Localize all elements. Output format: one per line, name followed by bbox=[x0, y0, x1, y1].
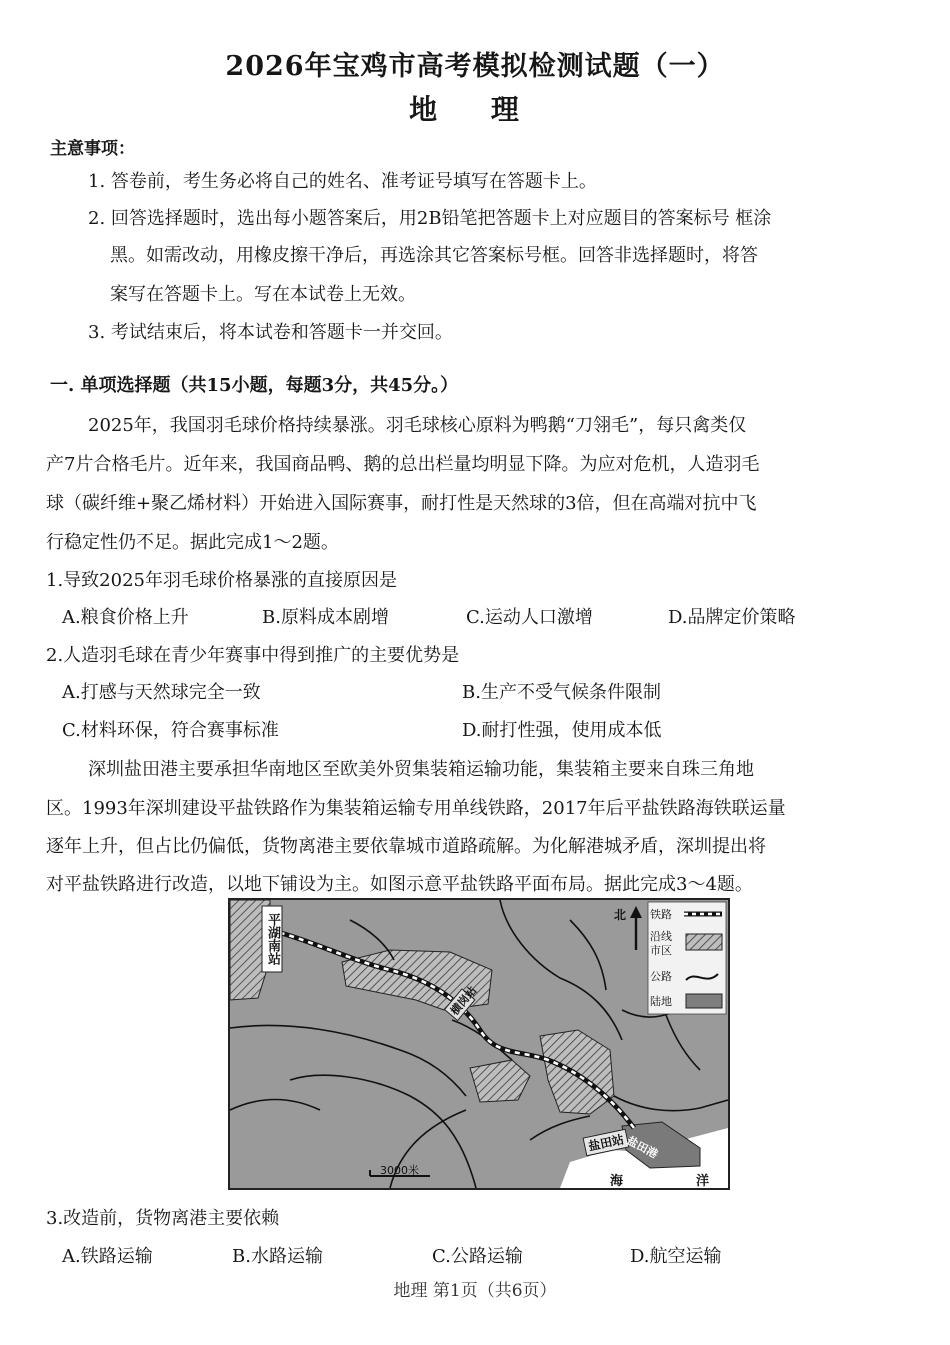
section-heading: 一. 单项选择题（共15小题，每题3分，共45分。） bbox=[50, 375, 459, 396]
q2-option-c[interactable]: C.材料环保，符合赛事标准 bbox=[62, 720, 279, 741]
q3-option-c[interactable]: C.公路运输 bbox=[432, 1246, 523, 1267]
notice-line-1: 1. 答卷前，考生务必将自己的姓名、准考证号填写在答题卡上。 bbox=[88, 171, 597, 192]
north-label: 北 bbox=[614, 908, 627, 922]
passage1-line-2: 产7片合格毛片。近年来，我国商品鸭、鹅的总出栏量均明显下降。为应对危机，人造羽毛 bbox=[46, 454, 760, 475]
subject-title: 地 理 bbox=[409, 93, 541, 126]
passage1-line-4: 行稳定性仍不足。据此完成1～2题。 bbox=[46, 532, 339, 553]
sea-label-right: 洋 bbox=[696, 1174, 710, 1189]
passage2-line-3: 逐年上升，但占比仍偏低，货物离港主要依靠城市道路疏解。为化解港城矛盾，深圳提出将 bbox=[46, 836, 766, 857]
passage1-line-3: 球（碳纤维+聚乙烯材料）开始进入国际赛事，耐打性是天然球的3倍，但在高端对抗中飞 bbox=[46, 493, 757, 514]
exam-title: 2026年宝鸡市高考模拟检测试题（一） bbox=[225, 51, 725, 82]
passage2-line-2: 区。1993年深圳建设平盐铁路作为集装箱运输专用单线铁路，2017年后平盐铁路海铁联运量 bbox=[46, 798, 786, 819]
passage2-line-4: 对平盐铁路进行改造，以地下铺设为主。如图示意平盐铁路平面布局。据此完成3～4题。 bbox=[46, 874, 753, 895]
passage2-line-1: 深圳盐田港主要承担华南地区至欧美外贸集装箱运输功能，集装箱主要来自珠三角地 bbox=[88, 759, 754, 780]
q2-option-a[interactable]: A.打感与天然球完全一致 bbox=[62, 682, 261, 703]
sea-label-left: 海 bbox=[610, 1174, 624, 1189]
legend-land: 陆地 bbox=[650, 995, 672, 1008]
q1-option-a[interactable]: A.粮食价格上升 bbox=[62, 607, 189, 628]
notice-line-5: 3. 考试结束后，将本试卷和答题卡一并交回。 bbox=[88, 322, 453, 343]
q1-option-d[interactable]: D.品牌定价策略 bbox=[668, 607, 796, 628]
q1-option-c[interactable]: C.运动人口激增 bbox=[466, 607, 593, 628]
station-pinghu: 平湖南站 bbox=[265, 913, 280, 965]
notice-line-2: 2. 回答选择题时，选出每小题答案后，用2B铅笔把答题卡上对应题目的答案标号 框涂 bbox=[88, 208, 772, 229]
q3-option-d[interactable]: D.航空运输 bbox=[630, 1246, 722, 1267]
railway-map bbox=[228, 898, 730, 1190]
scale-label: 3000米 bbox=[380, 1164, 419, 1177]
legend-road: 公路 bbox=[650, 970, 672, 983]
legend-urban: 沿线市区 bbox=[650, 930, 672, 957]
legend-railway: 铁路 bbox=[650, 908, 672, 921]
station-henggang: 横岗站 bbox=[444, 988, 476, 1021]
q3-option-b[interactable]: B.水路运输 bbox=[232, 1246, 323, 1267]
q1-option-b[interactable]: B.原料成本剧增 bbox=[262, 607, 389, 628]
notice-heading: 主意事项： bbox=[50, 139, 135, 159]
port-label: 盐田港 bbox=[624, 1133, 660, 1161]
page-footer: 地理 第1页（共6页） bbox=[393, 1281, 557, 1301]
q1-stem: 1.导致2025年羽毛球价格暴涨的直接原因是 bbox=[46, 570, 397, 591]
q3-stem: 3.改造前，货物离港主要依赖 bbox=[46, 1208, 280, 1229]
notice-line-3: 黑。如需改动，用橡皮擦干净后，再选涂其它答案标号框。回答非选择题时，将答 bbox=[110, 245, 758, 266]
q3-option-a[interactable]: A.铁路运输 bbox=[62, 1246, 153, 1267]
q2-stem: 2.人造羽毛球在青少年赛事中得到推广的主要优势是 bbox=[46, 645, 460, 666]
q2-option-d[interactable]: D.耐打性强，使用成本低 bbox=[462, 720, 662, 741]
passage1-line-1: 2025年，我国羽毛球价格持续暴涨。羽毛球核心原料为鸭鹅“刀翎毛”，每只禽类仅 bbox=[88, 415, 747, 436]
station-yantian: 盐田站 bbox=[583, 1129, 630, 1157]
notice-line-4: 案写在答题卡上。写在本试卷上无效。 bbox=[110, 284, 416, 305]
q2-option-b[interactable]: B.生产不受气候条件限制 bbox=[462, 682, 661, 703]
